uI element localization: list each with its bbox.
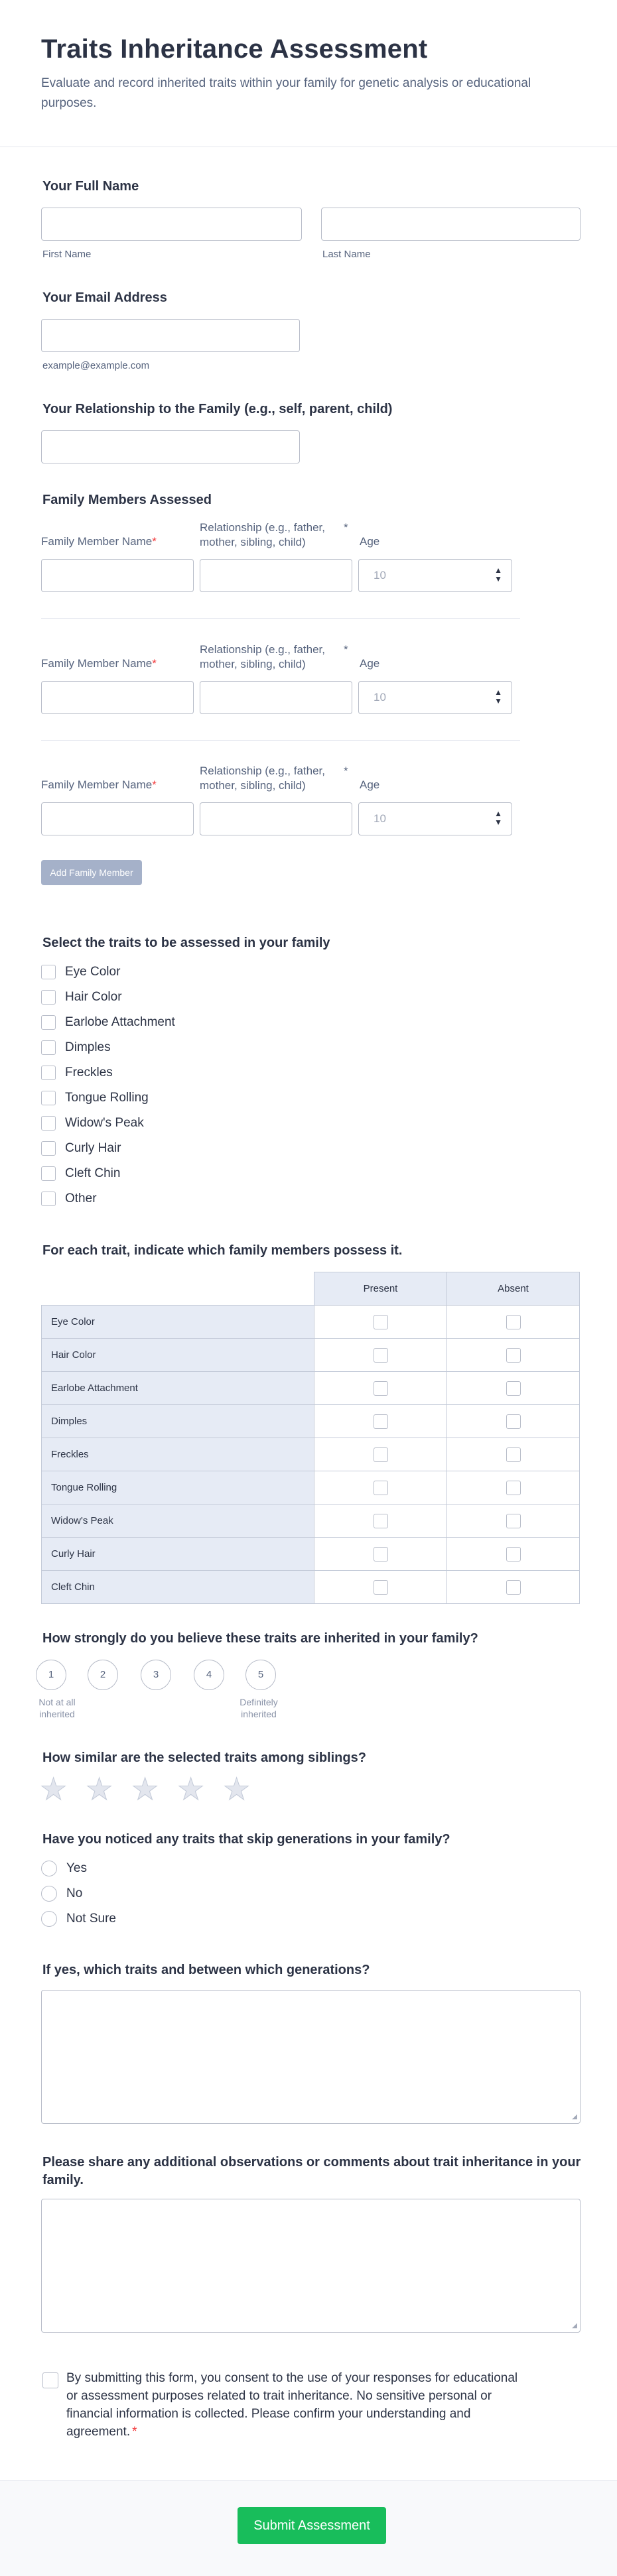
fm-age-header: Age — [360, 535, 380, 548]
radio-option[interactable] — [41, 1881, 116, 1906]
form-header — [0, 0, 617, 147]
scale-min-label: Not at all inherited — [38, 1697, 76, 1719]
scale-option[interactable]: 1 — [36, 1660, 66, 1690]
first-name-input[interactable] — [41, 208, 302, 241]
matrix-checkbox[interactable] — [506, 1580, 521, 1595]
trait-checkbox[interactable] — [41, 1066, 56, 1080]
email-label: Your Email Address — [42, 290, 167, 305]
stepper-up-icon[interactable]: ▲ — [494, 688, 502, 697]
matrix-cell-present[interactable] — [314, 1538, 447, 1571]
stepper-down-icon[interactable]: ▼ — [494, 818, 502, 827]
trait-checkbox[interactable] — [41, 1192, 56, 1206]
matrix-col-present: Present — [314, 1272, 447, 1306]
fm-divider — [41, 740, 520, 741]
fm-relationship-header: Relationship (e.g., father, mother, sibling, child) — [200, 521, 326, 548]
consent-text: By submitting this form, you consent to the use of your responses for educational or assessment purposes related to trait inheritance. No sensitive personal or financial information is collected. Please confirm your understanding and agreement. — [66, 2371, 518, 2439]
email-sublabel: example@example.com — [42, 360, 150, 371]
radio-option[interactable] — [41, 1856, 116, 1881]
fm-name-input[interactable] — [41, 802, 194, 835]
required-asterisk: * — [344, 643, 348, 656]
stepper-down-icon[interactable]: ▼ — [494, 696, 502, 705]
matrix-row-label: Dimples — [42, 1405, 314, 1438]
matrix-row-label: Curly Hair — [42, 1538, 314, 1571]
trait-checkbox[interactable] — [41, 1091, 56, 1105]
trait-option[interactable] — [41, 1186, 175, 1211]
traits-checkbox-list — [41, 959, 175, 1211]
matrix-checkbox[interactable] — [374, 1414, 388, 1429]
trait-option-label: Eye Color — [65, 965, 121, 979]
fm-relationship-input[interactable] — [200, 559, 352, 592]
form-subtitle: Evaluate and record inherited traits within your family for genetic analysis or educational purposes. — [41, 76, 531, 110]
form-title: Traits Inheritance Assessment — [41, 34, 428, 64]
matrix-cell-absent[interactable] — [447, 1405, 580, 1438]
email-input[interactable] — [41, 319, 300, 352]
trait-checkbox[interactable] — [41, 990, 56, 1005]
matrix-row — [42, 1571, 580, 1604]
matrix-row-label: Freckles — [42, 1438, 314, 1471]
scale-option[interactable]: 2 — [88, 1660, 118, 1690]
matrix-cell-present[interactable] — [314, 1372, 447, 1405]
trait-option[interactable] — [41, 959, 175, 985]
trait-option-label: Hair Color — [65, 990, 122, 1004]
radio-button[interactable] — [41, 1861, 57, 1876]
consent-text-block — [66, 2369, 524, 2441]
matrix-cell-present[interactable] — [314, 1405, 447, 1438]
matrix-checkbox[interactable] — [506, 1481, 521, 1495]
stepper-icon[interactable] — [494, 810, 502, 827]
matrix-cell-absent[interactable] — [447, 1471, 580, 1504]
trait-option-label: Curly Hair — [65, 1141, 121, 1155]
trait-checkbox[interactable] — [41, 1040, 56, 1055]
matrix-row-label: Hair Color — [42, 1339, 314, 1372]
trait-option[interactable] — [41, 1010, 175, 1035]
matrix-cell-present[interactable] — [314, 1471, 447, 1504]
matrix-row — [42, 1471, 580, 1504]
fm-name-input[interactable] — [41, 681, 194, 714]
required-asterisk: * — [132, 2425, 137, 2439]
trait-option-label: Cleft Chin — [65, 1166, 121, 1180]
resize-handle-icon[interactable]: ◢ — [572, 2113, 577, 2120]
star-icon[interactable]: ★ — [177, 1771, 205, 1807]
required-asterisk: * — [344, 521, 348, 534]
fm-age-input[interactable] — [358, 802, 512, 835]
stepper-down-icon[interactable]: ▼ — [494, 574, 502, 583]
skip-generations-radio-group — [41, 1856, 116, 1932]
rating-label: How similar are the selected traits among siblings? — [42, 1750, 366, 1765]
matrix-checkbox[interactable] — [374, 1547, 388, 1562]
star-icon[interactable]: ★ — [131, 1771, 159, 1807]
fm-relationship-input[interactable] — [200, 681, 352, 714]
relationship-label: Your Relationship to the Family (e.g., self, parent, child) — [42, 402, 393, 416]
fm-age-placeholder: 10 — [374, 691, 386, 704]
fm-name-header: Family Member Name* — [41, 657, 157, 670]
trait-option[interactable] — [41, 1111, 175, 1136]
trait-option-label: Dimples — [65, 1040, 111, 1054]
trait-option-label: Widow's Peak — [65, 1116, 144, 1130]
trait-option[interactable] — [41, 1060, 175, 1085]
fm-age-header: Age — [360, 778, 380, 791]
fm-divider — [41, 618, 520, 619]
fm-age-placeholder: 10 — [374, 812, 386, 825]
fm-name-header: Family Member Name* — [41, 535, 157, 548]
fm-age-input[interactable] — [358, 559, 512, 592]
matrix-checkbox[interactable] — [374, 1381, 388, 1396]
matrix-row — [42, 1538, 580, 1571]
trait-checkbox[interactable] — [41, 965, 56, 979]
matrix-checkbox[interactable] — [374, 1514, 388, 1528]
star-icon[interactable]: ★ — [223, 1771, 251, 1807]
observations-label: Please share any additional observations or comments about trait inheritance in your family. — [42, 2155, 581, 2187]
matrix-checkbox[interactable] — [374, 1315, 388, 1329]
matrix-row — [42, 1339, 580, 1372]
add-family-member-button[interactable]: Add Family Member — [41, 860, 142, 885]
fm-relationship-header: Relationship (e.g., father, mother, sibling, child) — [200, 765, 326, 792]
radio-option[interactable] — [41, 1906, 116, 1932]
fm-name-input[interactable] — [41, 559, 194, 592]
matrix-row-label: Tongue Rolling — [42, 1471, 314, 1504]
radio-option-label: No — [66, 1886, 83, 1900]
trait-matrix — [41, 1272, 580, 1604]
matrix-row-label: Earlobe Attachment — [42, 1372, 314, 1405]
trait-option-label: Tongue Rolling — [65, 1091, 149, 1105]
trait-option[interactable] — [41, 1136, 175, 1161]
matrix-row — [42, 1306, 580, 1339]
matrix-checkbox[interactable] — [374, 1348, 388, 1363]
matrix-col-absent: Absent — [447, 1272, 580, 1306]
matrix-cell-absent[interactable] — [447, 1571, 580, 1604]
fm-age-placeholder: 10 — [374, 569, 386, 582]
matrix-row — [42, 1504, 580, 1538]
matrix-cell-absent[interactable] — [447, 1306, 580, 1339]
first-name-sublabel: First Name — [42, 249, 92, 260]
star-rating — [40, 1772, 269, 1806]
matrix-checkbox[interactable] — [374, 1580, 388, 1595]
matrix-cell-absent[interactable] — [447, 1538, 580, 1571]
trait-checkbox[interactable] — [41, 1116, 56, 1131]
trait-checkbox[interactable] — [41, 1141, 56, 1156]
matrix-row-label: Eye Color — [42, 1306, 314, 1339]
matrix-cell-absent[interactable] — [447, 1372, 580, 1405]
consent-checkbox[interactable] — [42, 2372, 58, 2388]
fm-name-header: Family Member Name* — [41, 778, 157, 791]
matrix-row — [42, 1372, 580, 1405]
scale-max-label: Definitely inherited — [240, 1697, 278, 1719]
matrix-cell-present[interactable] — [314, 1504, 447, 1538]
fm-age-header: Age — [360, 657, 380, 670]
matrix-row-label: Widow's Peak — [42, 1504, 314, 1538]
matrix-checkbox[interactable] — [506, 1514, 521, 1528]
matrix-checkbox[interactable] — [506, 1348, 521, 1363]
radio-option-label: Yes — [66, 1861, 87, 1875]
trait-option[interactable] — [41, 1035, 175, 1060]
matrix-label: For each trait, indicate which family members possess it. — [42, 1243, 403, 1258]
matrix-cell-present[interactable] — [314, 1438, 447, 1471]
matrix-cell-present[interactable] — [314, 1306, 447, 1339]
matrix-corner — [42, 1272, 314, 1306]
scale-option[interactable]: 4 — [194, 1660, 224, 1690]
star-icon[interactable]: ★ — [86, 1771, 113, 1807]
skip-generations-label: Have you noticed any traits that skip generations in your family? — [42, 1832, 450, 1847]
trait-option-label: Freckles — [65, 1066, 113, 1079]
observations-textarea[interactable] — [41, 2199, 581, 2333]
scale-option[interactable]: 5 — [245, 1660, 276, 1690]
radio-button[interactable] — [41, 1886, 57, 1902]
fm-age-input[interactable] — [358, 681, 512, 714]
matrix-checkbox[interactable] — [374, 1447, 388, 1462]
traits-label: Select the traits to be assessed in your family — [42, 936, 330, 950]
generations-detail-label: If yes, which traits and between which generations? — [42, 1963, 370, 1977]
matrix-cell-present[interactable] — [314, 1571, 447, 1604]
full-name-label: Your Full Name — [42, 179, 139, 194]
trait-checkbox[interactable] — [41, 1166, 56, 1181]
scale-option[interactable]: 3 — [141, 1660, 171, 1690]
resize-handle-icon[interactable]: ◢ — [572, 2322, 577, 2329]
stepper-up-icon[interactable]: ▲ — [494, 809, 502, 818]
matrix-cell-present[interactable] — [314, 1339, 447, 1372]
stepper-up-icon[interactable]: ▲ — [494, 566, 502, 575]
radio-option-label: Not Sure — [66, 1912, 116, 1926]
scale-label: How strongly do you believe these traits are inherited in your family? — [42, 1631, 478, 1646]
matrix-cell-absent[interactable] — [447, 1504, 580, 1538]
matrix-row — [42, 1405, 580, 1438]
trait-option-label: Other — [65, 1192, 97, 1205]
matrix-checkbox[interactable] — [506, 1447, 521, 1462]
star-icon[interactable]: ★ — [40, 1771, 68, 1807]
matrix-cell-absent[interactable] — [447, 1339, 580, 1372]
trait-checkbox[interactable] — [41, 1015, 56, 1030]
last-name-sublabel: Last Name — [322, 249, 371, 260]
radio-button[interactable] — [41, 1911, 57, 1927]
required-asterisk: * — [344, 765, 348, 777]
family-members-label: Family Members Assessed — [42, 493, 212, 507]
matrix-checkbox[interactable] — [506, 1547, 521, 1562]
relationship-input[interactable] — [41, 430, 300, 463]
last-name-input[interactable] — [321, 208, 581, 241]
matrix-cell-absent[interactable] — [447, 1438, 580, 1471]
matrix-checkbox[interactable] — [374, 1481, 388, 1495]
trait-option-label: Earlobe Attachment — [65, 1015, 175, 1029]
matrix-checkbox[interactable] — [506, 1315, 521, 1329]
matrix-row — [42, 1438, 580, 1471]
matrix-checkbox[interactable] — [506, 1414, 521, 1429]
fm-relationship-input[interactable] — [200, 802, 352, 835]
trait-option[interactable] — [41, 985, 175, 1010]
trait-option[interactable] — [41, 1085, 175, 1111]
stepper-icon[interactable] — [494, 688, 502, 705]
stepper-icon[interactable] — [494, 566, 502, 583]
trait-option[interactable] — [41, 1161, 175, 1186]
generations-detail-textarea[interactable] — [41, 1990, 581, 2124]
submit-button[interactable]: Submit Assessment — [238, 2507, 386, 2544]
fm-relationship-header: Relationship (e.g., father, mother, sibling, child) — [200, 643, 326, 670]
matrix-row-label: Cleft Chin — [42, 1571, 314, 1604]
matrix-checkbox[interactable] — [506, 1381, 521, 1396]
